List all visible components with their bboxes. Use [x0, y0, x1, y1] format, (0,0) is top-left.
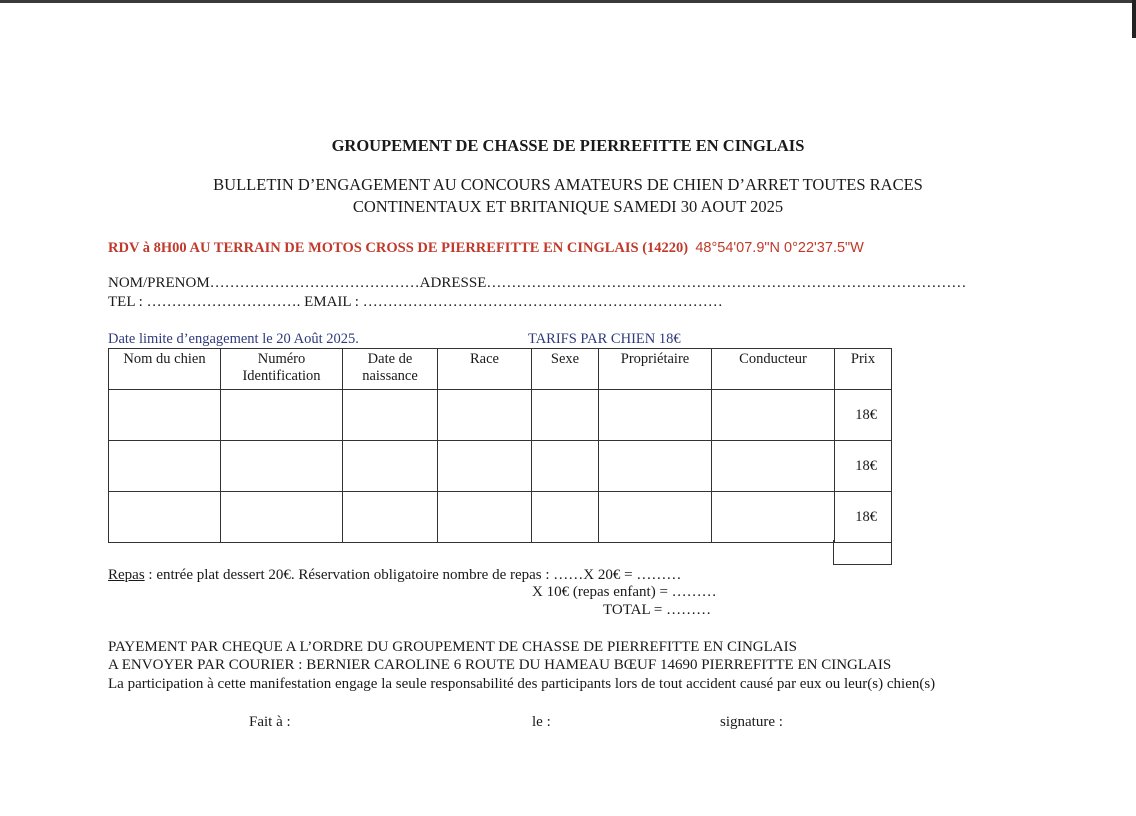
cell-nom-chien[interactable] — [109, 492, 221, 543]
table-row — [109, 441, 892, 492]
fait-a-field[interactable]: Fait à : — [249, 714, 291, 730]
subtitle-line-2: CONTINENTAUX ET BRITANIQUE SAMEDI 30 AOUT 2025 — [352, 197, 784, 216]
cell-race[interactable] — [438, 492, 532, 543]
header-sexe: Sexe — [532, 349, 599, 390]
cell-nom-chien[interactable] — [109, 390, 221, 441]
payment-line-2: A ENVOYER PAR COURIER : BERNIER CAROLINE 6 ROUTE DU HAMEAU BŒUF 14690 PIERREFITTE EN CINGLAIS — [108, 657, 892, 673]
header-race: Race — [438, 349, 532, 390]
cell-prix: 18€ — [835, 390, 892, 441]
subtitle-line-1: BULLETIN D’ENGAGEMENT AU CONCOURS AMATEURS DE CHIEN D’ARRET TOUTES RACES — [213, 175, 923, 194]
cell-prix: 18€ — [835, 441, 892, 492]
cell-date[interactable] — [343, 390, 438, 441]
cell-sexe[interactable] — [532, 390, 599, 441]
table-row — [109, 492, 892, 543]
document-title: GROUPEMENT DE CHASSE DE PIERREFITTE EN CINGLAIS — [331, 136, 805, 155]
header-numero-identification: Numéro Identification — [221, 349, 343, 390]
repas-line-1-text[interactable]: : entrée plat dessert 20€. Réservation obligatoire nombre de repas : ……X 20€ = ……… — [144, 567, 682, 583]
repas-enfant-line[interactable]: X 10€ (repas enfant) = ……… — [532, 584, 717, 600]
header-prix: Prix — [835, 349, 892, 390]
cell-race[interactable] — [438, 390, 532, 441]
header-date-naissance: Date de naissance — [343, 349, 438, 390]
cell-numero[interactable] — [221, 492, 343, 543]
cell-race[interactable] — [438, 441, 532, 492]
cell-numero[interactable] — [221, 390, 343, 441]
name-address-field[interactable]: NOM/PRENOM……………………………………ADRESSE…………………………………………………………………………………… — [108, 275, 967, 291]
rdv-coordinates: 48°54'07.9"N 0°22'37.5"W — [695, 240, 864, 256]
cell-proprietaire[interactable] — [599, 390, 712, 441]
cell-prix: 18€ — [835, 492, 892, 543]
payment-line-1: PAYEMENT PAR CHEQUE A L’ORDRE DU GROUPEMENT DE CHASSE DE PIERREFITTE EN CINGLAIS — [108, 639, 797, 655]
repas-total-line[interactable]: TOTAL = ……… — [603, 602, 712, 618]
cell-conducteur[interactable] — [712, 441, 835, 492]
table-header-row — [109, 349, 892, 390]
cell-proprietaire[interactable] — [599, 492, 712, 543]
header-conducteur: Conducteur — [712, 349, 835, 390]
scan-right-edge — [1132, 0, 1136, 38]
tarif-text: TARIFS PAR CHIEN 18€ — [528, 331, 681, 347]
cell-conducteur[interactable] — [712, 492, 835, 543]
cell-sexe[interactable] — [532, 441, 599, 492]
scan-top-edge — [0, 0, 1136, 3]
repas-label: Repas — [108, 567, 145, 583]
table-row — [109, 390, 892, 441]
total-price-box[interactable] — [833, 540, 892, 565]
rdv-line — [108, 240, 864, 257]
date-field[interactable]: le : — [532, 714, 551, 730]
cell-date[interactable] — [343, 441, 438, 492]
signature-field[interactable]: signature : — [720, 714, 783, 730]
entry-table — [108, 348, 892, 543]
cell-date[interactable] — [343, 492, 438, 543]
header-proprietaire: Propriétaire — [599, 349, 712, 390]
tel-email-field[interactable]: TEL : …………………………. EMAIL : ……………………………………………………………… — [108, 294, 723, 310]
cell-proprietaire[interactable] — [599, 441, 712, 492]
rdv-text: RDV à 8H00 AU TERRAIN DE MOTOS CROSS DE PIERREFITTE EN CINGLAIS (14220) — [108, 240, 689, 256]
disclaimer-line: La participation à cette manifestation engage la seule responsabilité des participants lors de tout accident causé par eux ou leur(s) chien(s) — [108, 676, 936, 692]
repas-line-1 — [108, 567, 681, 584]
deadline-text: Date limite d’engagement le 20 Août 2025. — [108, 331, 359, 347]
cell-conducteur[interactable] — [712, 390, 835, 441]
cell-numero[interactable] — [221, 441, 343, 492]
cell-sexe[interactable] — [532, 492, 599, 543]
cell-nom-chien[interactable] — [109, 441, 221, 492]
header-nom-chien: Nom du chien — [109, 349, 221, 390]
